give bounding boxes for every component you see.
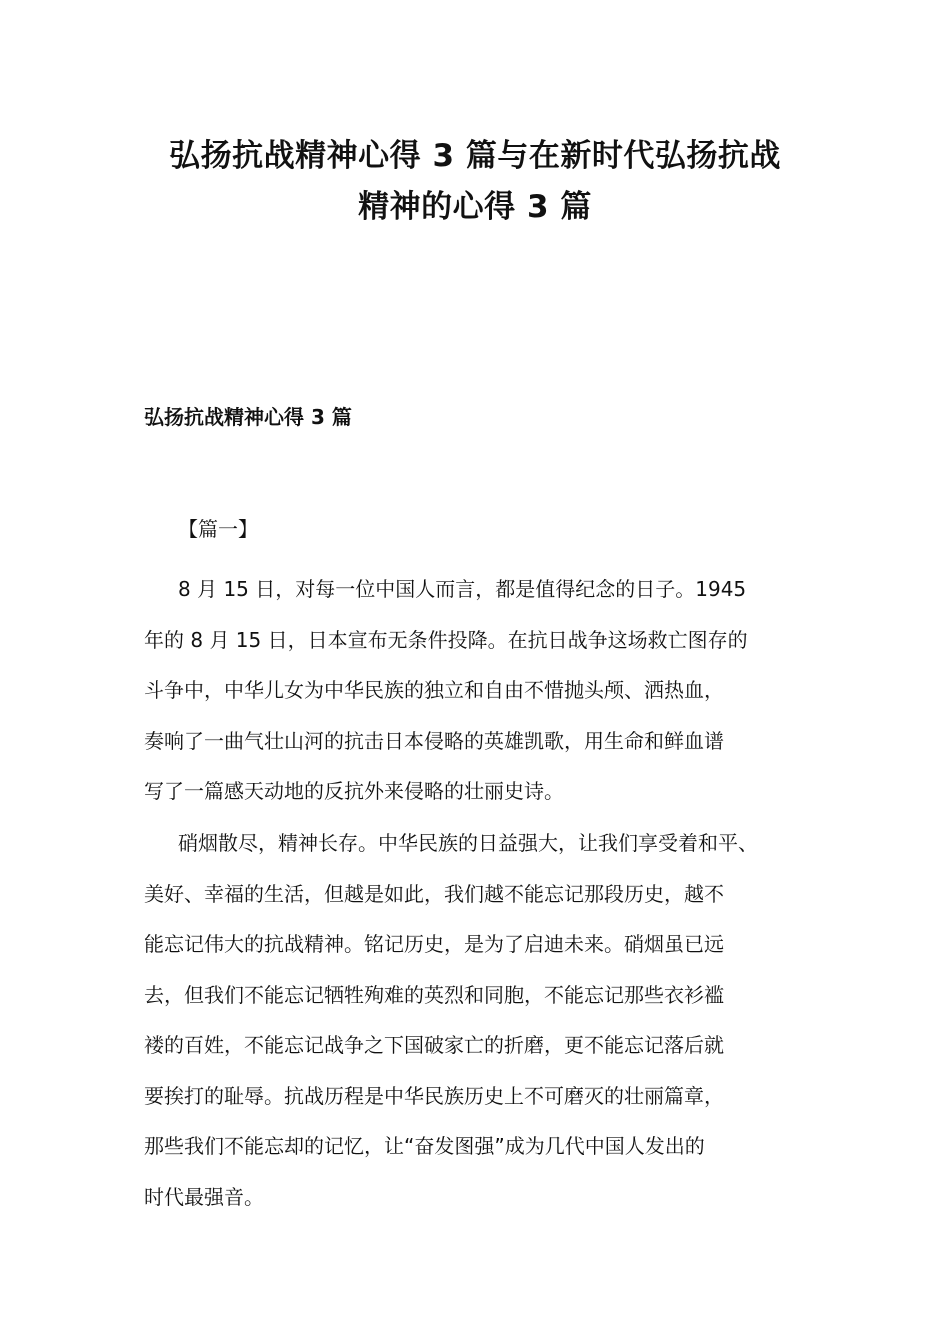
paragraph-line: 美好、幸福的生活，但越是如此，我们越不能忘记那段历史，越不 <box>144 881 724 906</box>
document-title <box>120 130 830 231</box>
title-line-1: 弘扬抗战精神心得 3 篇与在新时代弘扬抗战 <box>169 138 781 174</box>
paragraph-2 <box>144 818 816 1222</box>
paragraph-line: 奏响了一曲气壮山河的抗击日本侵略的英雄凯歌，用生命和鲜血谱 <box>144 728 724 753</box>
chapter-label: 【篇一】 <box>178 517 258 541</box>
section-heading: 弘扬抗战精神心得 3 篇 <box>144 405 352 429</box>
paragraph-line: 写了一篇感天动地的反抗外来侵略的壮丽史诗。 <box>144 779 564 803</box>
paragraph-line: 那些我们不能忘却的记忆，让“奋发图强”成为几代中国人发出的 <box>144 1134 705 1158</box>
paragraph-line: 年的 8 月 15 日，日本宣布无条件投降。在抗日战争这场救亡图存的 <box>144 627 748 652</box>
paragraph-line: 时代最强音。 <box>144 1184 264 1209</box>
paragraph-line: 8 月 15 日，对每一位中国人而言，都是值得纪念的日子。1945 <box>178 577 747 601</box>
paragraph-line: 硝烟散尽，精神长存。中华民族的日益强大，让我们享受着和平、 <box>178 831 758 855</box>
paragraph-1 <box>144 564 816 817</box>
paragraph-line: 去，但我们不能忘记牺牲殉难的英烈和同胞，不能忘记那些衣衫褴 <box>144 982 724 1007</box>
paragraph-line: 能忘记伟大的抗战精神。铭记历史，是为了启迪未来。硝烟虽已远 <box>144 932 724 956</box>
title-line-2: 精神的心得 3 篇 <box>358 188 592 225</box>
paragraph-line: 斗争中，中华儿女为中华民族的独立和自由不惜抛头颅、洒热血， <box>144 678 724 702</box>
paragraph-line: 褛的百姓，不能忘记战争之下国破家亡的折磨，更不能忘记落后就 <box>144 1033 724 1057</box>
paragraph-line: 要挨打的耻辱。抗战历程是中华民族历史上不可磨灭的壮丽篇章， <box>144 1083 724 1108</box>
